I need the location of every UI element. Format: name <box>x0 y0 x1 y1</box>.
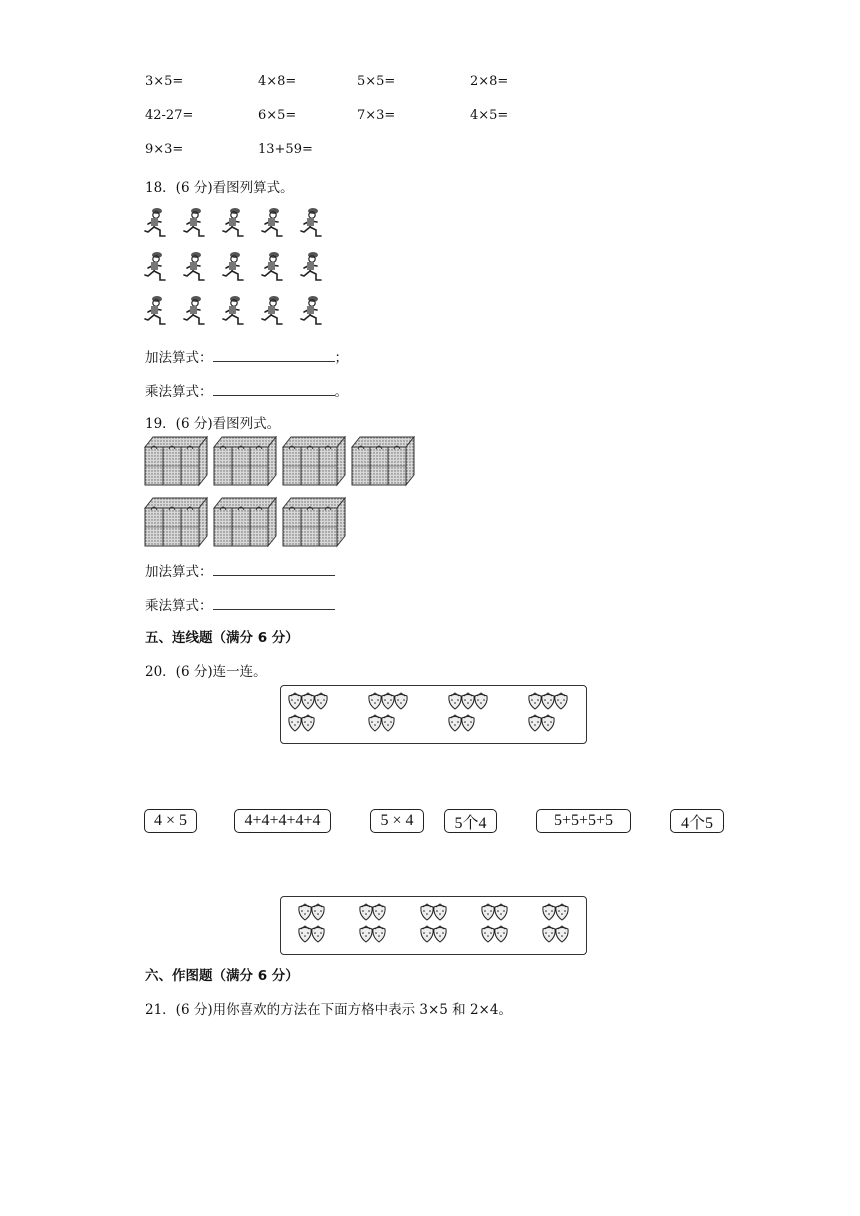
section-5-heading: 五、连线题（满分 6 分） <box>145 630 299 646</box>
strawberry-icon <box>543 928 555 943</box>
punct: 。 <box>334 384 348 400</box>
strawberry-icon <box>299 928 311 943</box>
equation: 6×5= <box>258 108 297 123</box>
match-card[interactable]: 5+5+5+5 <box>536 809 631 833</box>
box-icon <box>214 498 276 546</box>
runner-icon <box>223 296 243 324</box>
strawberry-icon <box>369 695 381 710</box>
runner-icon <box>262 296 282 324</box>
match-card[interactable]: 4 × 5 <box>144 809 197 833</box>
mul-answer-blank[interactable] <box>213 597 335 610</box>
strawberry-icon <box>299 906 311 921</box>
strawberry-icon <box>556 906 568 921</box>
add-label: 加法算式： <box>145 350 213 366</box>
strawberry-icon <box>495 906 507 921</box>
box-icon <box>145 437 207 485</box>
match-card[interactable]: 4个5 <box>670 809 724 833</box>
strawberry-icon <box>382 717 394 732</box>
strawberry-icon <box>482 906 494 921</box>
q18-mul-line <box>145 380 348 400</box>
strawberry-icon <box>289 695 301 710</box>
strawberry-icon <box>315 695 327 710</box>
runner-icon <box>223 252 243 280</box>
runner-icon <box>184 252 204 280</box>
boxes-figure <box>143 436 418 551</box>
mul-label: 乘法算式： <box>145 598 213 614</box>
strawberry-icon <box>373 906 385 921</box>
strawberry-icon <box>312 928 324 943</box>
question-21-title: 21．(6 分)用你喜欢的方法在下面方格中表示 3×5 和 2×4。 <box>145 1002 512 1018</box>
strawberry-groups-top <box>280 685 587 744</box>
runner-icon <box>301 296 321 324</box>
strawberry-icon <box>482 928 494 943</box>
runner-icon <box>262 208 282 236</box>
strawberry-icon <box>542 695 554 710</box>
q18-add-line <box>145 346 348 366</box>
equation: 4×8= <box>258 74 297 89</box>
strawberry-icon <box>434 906 446 921</box>
strawberry-groups-bottom <box>280 896 587 955</box>
strawberry-icon <box>434 928 446 943</box>
strawberry-figure <box>281 897 586 954</box>
q19-add-line <box>145 560 335 580</box>
equation: 2×8= <box>470 74 509 89</box>
question-18-title: 18．(6 分)看图列算式。 <box>145 180 294 196</box>
box-icon <box>214 437 276 485</box>
strawberry-icon <box>555 695 567 710</box>
runner-icon <box>301 252 321 280</box>
equation: 4×5= <box>470 108 509 123</box>
equation: 42-27= <box>145 108 194 123</box>
strawberry-icon <box>421 928 433 943</box>
box-icon <box>352 437 414 485</box>
strawberry-icon <box>462 695 474 710</box>
add-answer-blank[interactable] <box>213 349 335 362</box>
box-icon <box>283 498 345 546</box>
strawberry-icon <box>421 906 433 921</box>
strawberry-icon <box>542 717 554 732</box>
runner-icon <box>223 208 243 236</box>
strawberry-icon <box>556 928 568 943</box>
mul-answer-blank[interactable] <box>213 383 335 396</box>
runner-icon <box>262 252 282 280</box>
strawberry-icon <box>289 717 301 732</box>
strawberry-icon <box>302 717 314 732</box>
equation: 13+59= <box>258 142 313 157</box>
equation: 3×5= <box>145 74 184 89</box>
match-card[interactable]: 5个4 <box>444 809 497 833</box>
strawberry-icon <box>475 695 487 710</box>
runner-icon <box>184 296 204 324</box>
add-answer-blank[interactable] <box>213 563 335 576</box>
match-card[interactable]: 5 × 4 <box>370 809 424 833</box>
strawberry-icon <box>543 906 555 921</box>
strawberry-icon <box>312 906 324 921</box>
box-icon <box>145 498 207 546</box>
runner-icon <box>145 252 165 280</box>
section-6-heading: 六、作图题（满分 6 分） <box>145 968 299 984</box>
runner-icon <box>145 296 165 324</box>
runner-icon <box>145 208 165 236</box>
runner-icon <box>184 208 204 236</box>
strawberry-icon <box>449 717 461 732</box>
strawberry-icon <box>462 717 474 732</box>
strawberry-icon <box>360 928 372 943</box>
strawberry-icon <box>395 695 407 710</box>
punct: ； <box>334 350 348 366</box>
strawberry-icon <box>529 695 541 710</box>
mul-label: 乘法算式： <box>145 384 213 400</box>
strawberry-icon <box>360 906 372 921</box>
strawberry-icon <box>302 695 314 710</box>
strawberry-figure <box>281 686 586 743</box>
strawberry-icon <box>495 928 507 943</box>
strawberry-icon <box>369 717 381 732</box>
strawberry-icon <box>382 695 394 710</box>
add-label: 加法算式： <box>145 564 213 580</box>
question-20-title: 20．(6 分)连一连。 <box>145 664 267 680</box>
strawberry-icon <box>449 695 461 710</box>
box-icon <box>283 437 345 485</box>
runners-figure <box>143 205 333 333</box>
question-19-title: 19．(6 分)看图列式。 <box>145 416 281 432</box>
strawberry-icon <box>529 717 541 732</box>
equation: 7×3= <box>357 108 396 123</box>
strawberry-icon <box>373 928 385 943</box>
equation: 5×5= <box>357 74 396 89</box>
runner-icon <box>301 208 321 236</box>
match-card[interactable]: 4+4+4+4+4 <box>234 809 331 833</box>
equation: 9×3= <box>145 142 184 157</box>
q19-mul-line <box>145 594 335 614</box>
